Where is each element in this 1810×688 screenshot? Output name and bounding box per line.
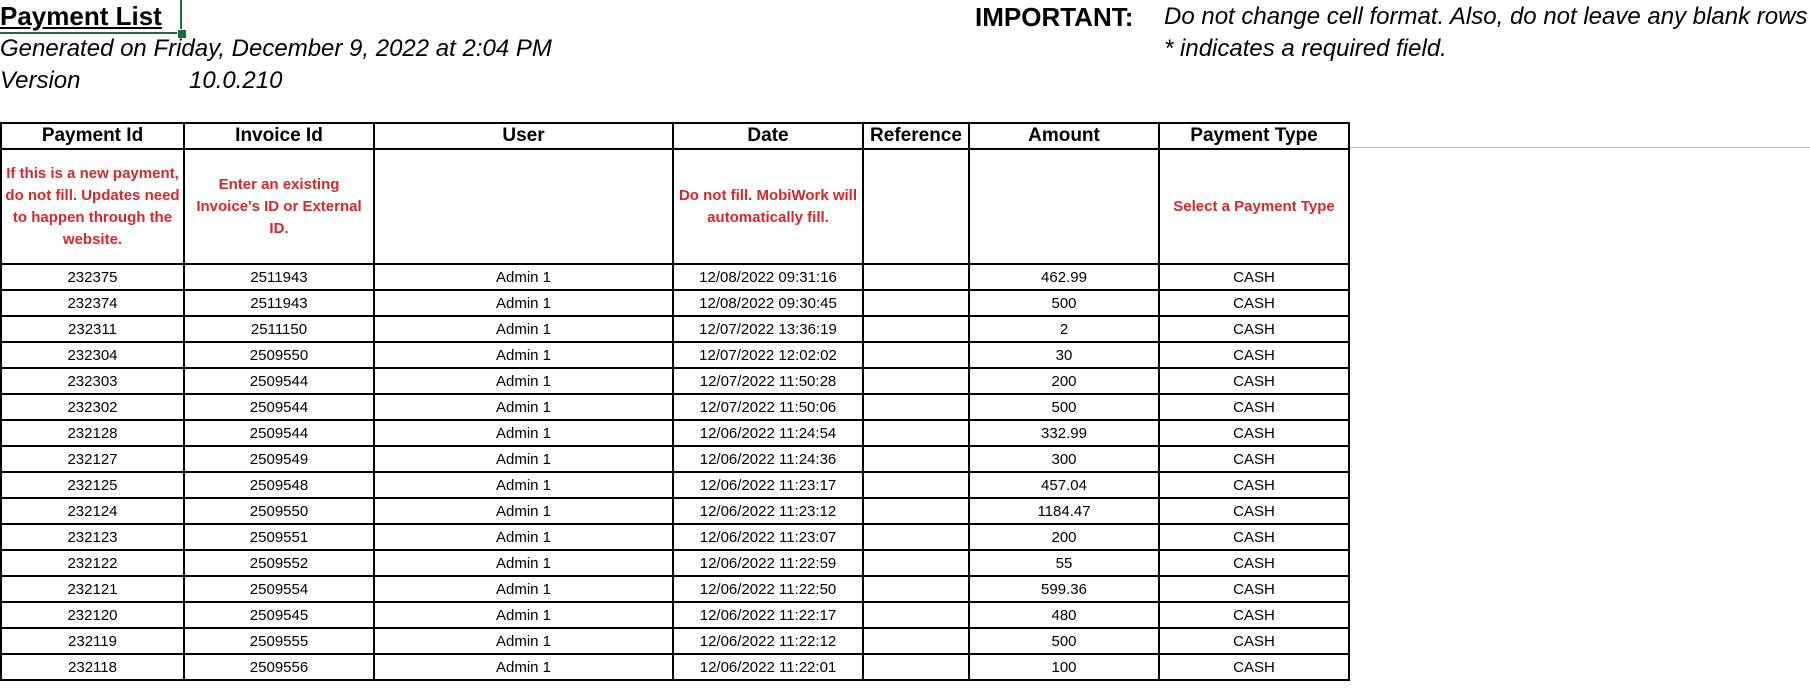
cell-invoice-id[interactable]: 2509555	[184, 628, 374, 654]
cell-payment-id[interactable]: 232122	[1, 550, 184, 576]
cell-payment-type[interactable]: CASH	[1159, 264, 1349, 290]
cell-date[interactable]: 12/06/2022 11:23:17	[673, 472, 863, 498]
cell-payment-id[interactable]: 232127	[1, 446, 184, 472]
column-header-payment-id[interactable]: Payment Id	[1, 123, 184, 149]
cell-user[interactable]: Admin 1	[374, 602, 673, 628]
table-row	[1, 264, 1349, 290]
cell-invoice-id[interactable]: 2509556	[184, 654, 374, 680]
cell-user[interactable]: Admin 1	[374, 316, 673, 342]
cell-payment-type[interactable]: CASH	[1159, 654, 1349, 680]
cell-date[interactable]: 12/06/2022 11:22:50	[673, 576, 863, 602]
cell-invoice-id[interactable]: 2509544	[184, 394, 374, 420]
cell-reference[interactable]	[863, 368, 969, 394]
cell-invoice-id[interactable]: 2511150	[184, 316, 374, 342]
cell-payment-id[interactable]: 232120	[1, 602, 184, 628]
cell-amount[interactable]: 480	[969, 602, 1159, 628]
cell-date[interactable]: 12/06/2022 11:22:01	[673, 654, 863, 680]
cell-date[interactable]: 12/07/2022 12:02:02	[673, 342, 863, 368]
cell-amount[interactable]: 300	[969, 446, 1159, 472]
cell-payment-type[interactable]: CASH	[1159, 446, 1349, 472]
required-field-note[interactable]: * indicates a required field.	[1164, 35, 1447, 62]
cell-user[interactable]: Admin 1	[374, 576, 673, 602]
cell-payment-type[interactable]: CASH	[1159, 576, 1349, 602]
table-row	[1, 316, 1349, 342]
cell-amount[interactable]: 30	[969, 342, 1159, 368]
cell-amount[interactable]: 200	[969, 368, 1159, 394]
cell-payment-type[interactable]: CASH	[1159, 368, 1349, 394]
cell-payment-type[interactable]: CASH	[1159, 342, 1349, 368]
cell-payment-id[interactable]: 232304	[1, 342, 184, 368]
cell-user[interactable]: Admin 1	[374, 368, 673, 394]
cell-date[interactable]: 12/06/2022 11:22:12	[673, 628, 863, 654]
cell-invoice-id[interactable]: 2509550	[184, 342, 374, 368]
instruction-amount[interactable]	[969, 149, 1159, 264]
cell-invoice-id[interactable]: 2509551	[184, 524, 374, 550]
cell-date[interactable]: 12/06/2022 11:24:36	[673, 446, 863, 472]
cell-user[interactable]: Admin 1	[374, 290, 673, 316]
cell-payment-id[interactable]: 232303	[1, 368, 184, 394]
table-row	[1, 394, 1349, 420]
cell-invoice-id[interactable]: 2509544	[184, 420, 374, 446]
table-row	[1, 342, 1349, 368]
cell-date[interactable]: 12/07/2022 11:50:28	[673, 368, 863, 394]
cell-reference[interactable]	[863, 394, 969, 420]
cell-user[interactable]: Admin 1	[374, 264, 673, 290]
cell-amount[interactable]: 200	[969, 524, 1159, 550]
cell-reference[interactable]	[863, 654, 969, 680]
important-label[interactable]: IMPORTANT:	[975, 2, 1134, 32]
cell-reference[interactable]	[863, 446, 969, 472]
table-row	[1, 550, 1349, 576]
important-note[interactable]: Do not change cell format. Also, do not leave any blank rows	[1164, 3, 1808, 30]
cell-amount[interactable]: 462.99	[969, 264, 1159, 290]
cell-reference[interactable]	[863, 602, 969, 628]
table-row	[1, 628, 1349, 654]
instruction-payment-type[interactable]: Select a Payment Type	[1159, 149, 1349, 264]
cell-date[interactable]: 12/06/2022 11:23:07	[673, 524, 863, 550]
table-row	[1, 290, 1349, 316]
generated-on-text[interactable]: Generated on Friday, December 9, 2022 at 2:04 PM	[0, 35, 552, 62]
instruction-payment-id[interactable]: If this is a new payment, do not fill. Updates need to happen through the website.	[1, 149, 184, 264]
table-row	[1, 498, 1349, 524]
cell-payment-id[interactable]: 232374	[1, 290, 184, 316]
instruction-date[interactable]: Do not fill. MobiWork will automatically fill.	[673, 149, 863, 264]
table-row	[1, 524, 1349, 550]
cell-date[interactable]: 12/07/2022 13:36:19	[673, 316, 863, 342]
cell-amount[interactable]: 500	[969, 628, 1159, 654]
cell-amount[interactable]: 2	[969, 316, 1159, 342]
cell-user[interactable]: Admin 1	[374, 472, 673, 498]
column-header-date[interactable]: Date	[673, 123, 863, 149]
cell-amount[interactable]: 500	[969, 290, 1159, 316]
cell-reference[interactable]	[863, 550, 969, 576]
cell-payment-id[interactable]: 232118	[1, 654, 184, 680]
cell-payment-type[interactable]: CASH	[1159, 498, 1349, 524]
cell-payment-id[interactable]: 232123	[1, 524, 184, 550]
instruction-user[interactable]	[374, 149, 673, 264]
cell-user[interactable]: Admin 1	[374, 498, 673, 524]
table-row	[1, 368, 1349, 394]
table-row	[1, 602, 1349, 628]
cell-payment-type[interactable]: CASH	[1159, 524, 1349, 550]
cell-reference[interactable]	[863, 290, 969, 316]
column-header-payment-type[interactable]: Payment Type	[1159, 123, 1349, 149]
cell-user[interactable]: Admin 1	[374, 550, 673, 576]
cell-date[interactable]: 12/08/2022 09:31:16	[673, 264, 863, 290]
table-row	[1, 654, 1349, 680]
cell-amount[interactable]: 1184.47	[969, 498, 1159, 524]
cell-date[interactable]: 12/08/2022 09:30:45	[673, 290, 863, 316]
cell-user[interactable]: Admin 1	[374, 420, 673, 446]
cell-reference[interactable]	[863, 264, 969, 290]
cell-payment-type[interactable]: CASH	[1159, 394, 1349, 420]
cell-amount[interactable]: 599.36	[969, 576, 1159, 602]
cell-reference[interactable]	[863, 628, 969, 654]
cell-payment-type[interactable]: CASH	[1159, 550, 1349, 576]
cell-amount[interactable]: 55	[969, 550, 1159, 576]
cell-user[interactable]: Admin 1	[374, 524, 673, 550]
cell-date[interactable]: 12/07/2022 11:50:06	[673, 394, 863, 420]
cell-payment-id[interactable]: 232124	[1, 498, 184, 524]
column-header-amount[interactable]: Amount	[969, 123, 1159, 149]
cell-user[interactable]: Admin 1	[374, 394, 673, 420]
payment-table	[0, 122, 1350, 681]
cell-amount[interactable]: 332.99	[969, 420, 1159, 446]
table-row	[1, 420, 1349, 446]
cell-reference[interactable]	[863, 420, 969, 446]
cell-reference[interactable]	[863, 316, 969, 342]
cell-user[interactable]: Admin 1	[374, 342, 673, 368]
cell-payment-id[interactable]: 232125	[1, 472, 184, 498]
cell-amount[interactable]: 457.04	[969, 472, 1159, 498]
cell-payment-type[interactable]: CASH	[1159, 472, 1349, 498]
cell-payment-type[interactable]: CASH	[1159, 290, 1349, 316]
cell-invoice-id[interactable]: 2509552	[184, 550, 374, 576]
table-row	[1, 576, 1349, 602]
cell-user[interactable]: Admin 1	[374, 446, 673, 472]
cell-invoice-id[interactable]: 2509554	[184, 576, 374, 602]
cell-invoice-id[interactable]: 2511943	[184, 290, 374, 316]
instruction-invoice-id[interactable]: Enter an existing Invoice's ID or External ID.	[184, 149, 374, 264]
cell-payment-id[interactable]: 232121	[1, 576, 184, 602]
cell-payment-type[interactable]: CASH	[1159, 420, 1349, 446]
header-row-gridline	[1350, 147, 1810, 148]
cell-date[interactable]: 12/06/2022 11:22:17	[673, 602, 863, 628]
column-header-invoice-id[interactable]: Invoice Id	[184, 123, 374, 149]
cell-invoice-id[interactable]: 2509548	[184, 472, 374, 498]
cell-reference[interactable]	[863, 576, 969, 602]
cell-invoice-id[interactable]: 2511943	[184, 264, 374, 290]
cell-reference[interactable]	[863, 498, 969, 524]
cell-reference[interactable]	[863, 472, 969, 498]
cell-amount[interactable]: 100	[969, 654, 1159, 680]
cell-payment-type[interactable]: CASH	[1159, 316, 1349, 342]
version-label[interactable]: Version	[0, 67, 81, 94]
cell-reference[interactable]	[863, 342, 969, 368]
cell-user[interactable]: Admin 1	[374, 628, 673, 654]
cell-payment-id[interactable]: 232375	[1, 264, 184, 290]
cell-invoice-id[interactable]: 2509549	[184, 446, 374, 472]
cell-date[interactable]: 12/06/2022 11:22:59	[673, 550, 863, 576]
cell-payment-id[interactable]: 232302	[1, 394, 184, 420]
cell-invoice-id[interactable]: 2509550	[184, 498, 374, 524]
cell-date[interactable]: 12/06/2022 11:24:54	[673, 420, 863, 446]
cell-reference[interactable]	[863, 524, 969, 550]
column-header-row	[1, 123, 1349, 149]
cell-payment-id[interactable]: 232128	[1, 420, 184, 446]
instruction-reference[interactable]	[863, 149, 969, 264]
cell-invoice-id[interactable]: 2509544	[184, 368, 374, 394]
cell-payment-type[interactable]: CASH	[1159, 628, 1349, 654]
table-row	[1, 446, 1349, 472]
cell-payment-type[interactable]: CASH	[1159, 602, 1349, 628]
cell-amount[interactable]: 500	[969, 394, 1159, 420]
instruction-row	[1, 149, 1349, 264]
column-header-user[interactable]: User	[374, 123, 673, 149]
page-title[interactable]: Payment List	[0, 1, 162, 31]
cell-user[interactable]: Admin 1	[374, 654, 673, 680]
cell-date[interactable]: 12/06/2022 11:23:12	[673, 498, 863, 524]
cell-invoice-id[interactable]: 2509545	[184, 602, 374, 628]
cell-payment-id[interactable]: 232311	[1, 316, 184, 342]
cell-payment-id[interactable]: 232119	[1, 628, 184, 654]
column-header-reference[interactable]: Reference	[863, 123, 969, 149]
version-value[interactable]: 10.0.210	[189, 67, 283, 94]
table-row	[1, 472, 1349, 498]
